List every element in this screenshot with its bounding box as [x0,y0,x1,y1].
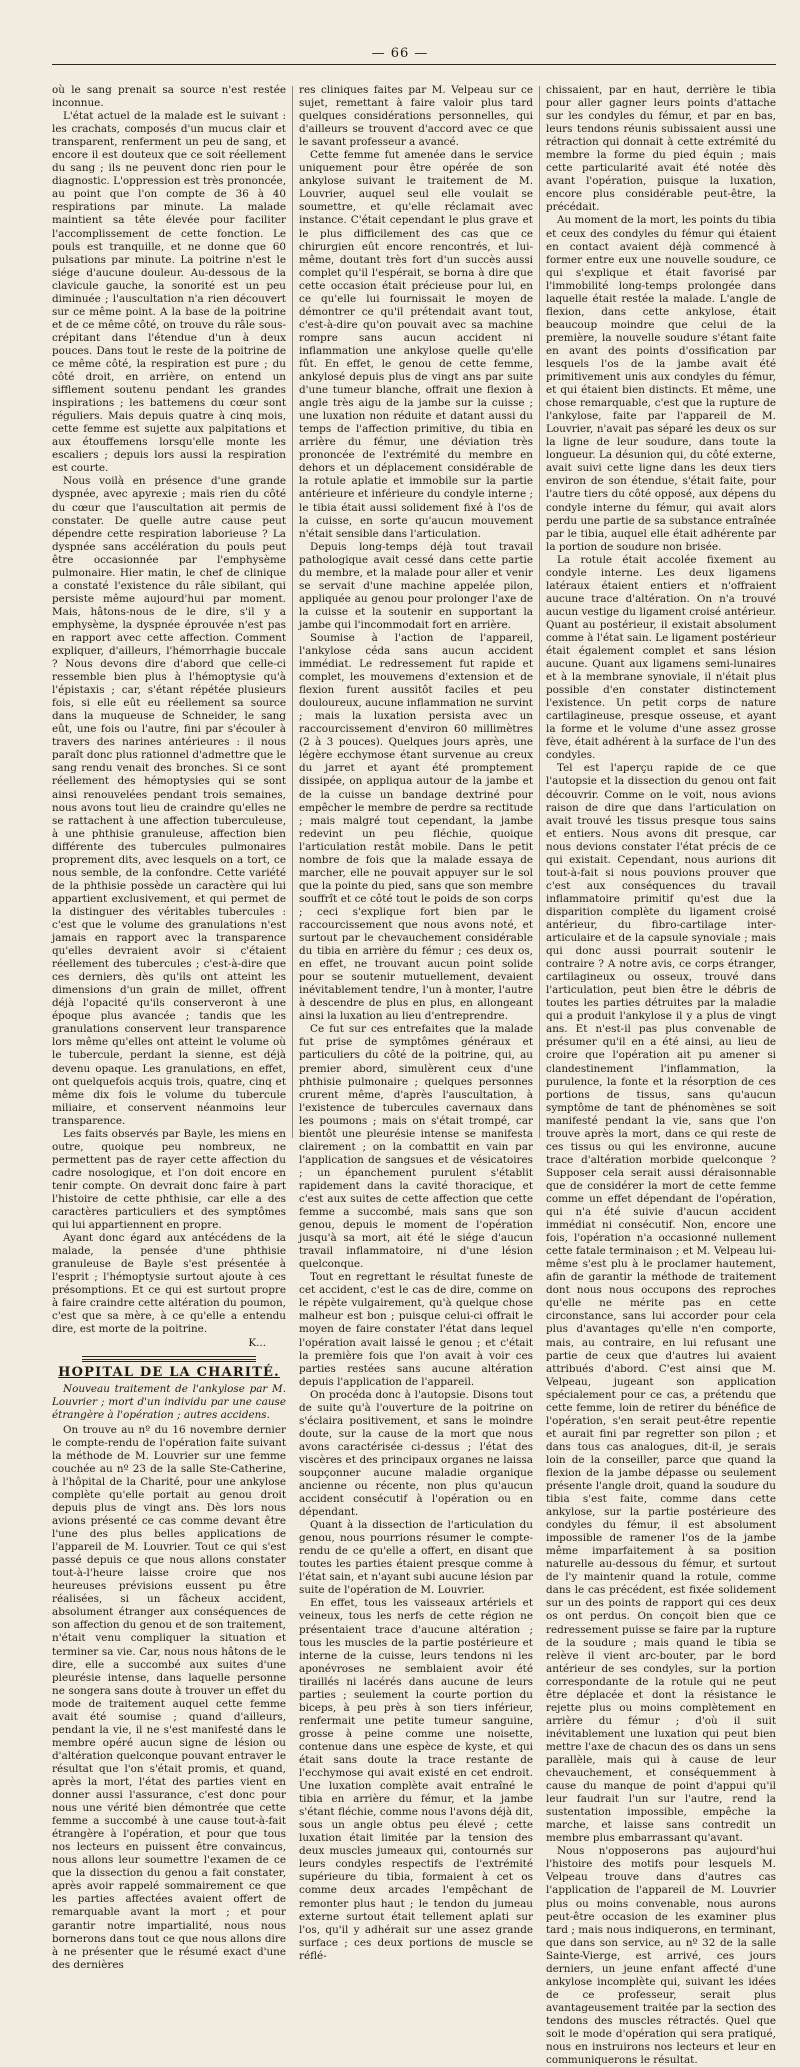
column-2-paragraph: Tout en regrettant le résultat funeste de cet accident, c'est le cas de dire, comme on le répète vulgairement, qu'à quelque chose malheur est bon ; puisque celui-ci offrait le moyen de faire constater l'état dans lequel l'opération avait laissé le genou ; et c'était la première fois que l'on avait à voir ces parties restées sans aucune altération depuis l'application de l'appareil. [299,1271,533,1388]
page-number: — 66 — [371,46,429,61]
column-2-paragraph: Soumise à l'action de l'appareil, l'ankylose céda sans aucun accident immédiat. Le redressement fut rapide et complet, les mouvemens d'extension et de flexion furent aussitôt faciles et peu douloureux, aucune inflammation ne survint ; mais la luxation persista avec un raccourcissement d'environ 60 millimètres (2 à 3 pouces). Quelques jours après, une légère ecchymose étant survenue au creux du jarret et ayant été promptement dissipée, on appliqua autour de la jambe et de la cuisse un bandage dextriné pour empêcher le membre de perdre sa rectitude ; mais malgré tout cependant, la jambe redevint un peu fléchie, quoique l'articulation restât mobile. Dans le petit nombre de fois que la malade essaya de marcher, elle ne pouvait appuyer sur le sol que la pointe du pied, sans que son membre souffrît et ce côté tout le poids de son corps ; ceci s'explique fort bien par le raccourcissement que nous avons noté, et surtout par le chevauchement considérable du tibia en arrière du fémur ; ces deux os, en effet, ne trouvant aucun point solide pour se soutenir mutuellement, devaient inévitablement tendre, l'un à monter, l'autre à descendre de plus en plus, en allongeant ainsi la luxation au lieu d'entreprendre. [299,631,533,1023]
column-1-paragraph: Ayant donc égard aux antécédens de la malade, la pensée d'une phthisie granuleuse de Bayle s'est présentée à l'esprit ; l'hémoptysie surtout ajoute à ces présomptions. Et ce qui est surtout propre à faire craindre cette altération du poumon, c'est que sa mère, à ce qu'elle a entendu dire, est morte de la poitrine. [52,1232,286,1336]
column-1-paragraph: où le sang prenait sa source n'est restée inconnue. [52,84,286,110]
column-3-paragraph: chissaient, par en haut, derrière le tibia pour aller gagner leurs points d'attache sur les condyles du fémur, et par en bas, leurs tendons réunis subissaient aussi une rétraction qui donnait à cette extrémité du membre la forme du pied équin ; mais cette particularité avait été notée dès avant l'opération, puisque la luxation, encore plus considérable peut-être, la précédait. [546,84,776,214]
column-2-paragraph: Ce fut sur ces entrefaites que la malade fut prise de symptômes généraux et particuliers du côté de la poitrine, qui, au premier abord, simulèrent ceux d'une phthisie pulmonaire ; quelques personnes crurent même, d'après l'auscultation, à l'existence de tubercules cavernaux dans les poumons ; mais on s'était trompé, car bientôt une pleurésie intense se manifesta clairement ; on la combattit en vain par l'application de sangsues et de vésicatoires ; un épanchement purulent s'établit rapidement dans la cavité thoracique, et c'est aux suites de cette affection que cette femme a succombé, mais sans que son genou, depuis le moment de l'opération jusqu'à sa mort, ait été le siége d'aucun travail inflammatoire, ni d'une lésion quelconque. [299,1023,533,1271]
column-1 [52,84,286,1971]
column-1-paragraph: Nous voilà en présence d'une grande dyspnée, avec apyrexie ; mais rien du côté du cœur que l'auscultation ait permis de constater. De quelle autre cause peut dépendre cette respiration laborieuse ? La dyspnée sans accélération du pouls peut être occasionnée par l'emphysème pulmonaire. Hier matin, le chef de clinique a constaté l'existence du râle sibilant, qui persiste même aujourd'hui par moment. Mais, hâtons-nous de le dire, s'il y a emphysème, la dyspnée éprouvée n'est pas en rapport avec cette affection. Comment expliquer, d'ailleurs, l'hémorrhagie buccale ? Nous devons dire d'abord que celle-ci ressemble bien plus à l'hémoptysie qu'à l'épistaxis ; car, s'étant répétée plusieurs fois, si elle eût eu réellement sa source dans la muqueuse de Schneider, le sang eût, une fois ou l'autre, fini par s'écouler à travers des narines antérieures : il nous paraît donc plus rationnel d'admettre que le sang rendu venait des bronches. Si ce sont réellement des hémoptysies qui se sont ainsi renouvelées pendant trois semaines, nous avons tout lieu de craindre qu'elles ne se rattachent à une affection tuberculeuse, à une phthisie granuleuse, affection bien différente des tubercules pulmonaires proprement dits, avec lesquels on a tort, ce nous semble, de la confondre. Cette variété de la phthisie possède un caractère qui lui appartient exclusivement, et qui permet de la distinguer des véritables tubercules : c'est que le volume des granulations n'est jamais en rapport avec la transparence qu'elles devraient avoir si c'étaient réellement des tubercules ; c'est-à-dire que ces derniers, dès qu'ils ont atteint les dimensions d'un grain de millet, offrent déjà l'opacité qu'ils conserveront à une époque plus avancée ; tandis que les granulations conservent leur transparence lors même qu'elles ont atteint le volume où le tubercule, perdant la sienne, est déjà devenu opaque. Les granulations, en effet, ont quelquefois acquis trois, quatre, cinq et même dix fois le volume du tubercule miliaire, et conservent néanmoins leur transparence. [52,475,286,1127]
article-subtitle: Nouveau traitement de l'ankylose par M. Louvrier ; mort d'un individu par une cause étrangère à l'opération ; autres accidens. [52,1382,286,1421]
column-divider [539,86,540,1138]
column-2 [299,84,533,1962]
column-1-paragraph: Les faits observés par Bayle, les miens en outre, quoique peu nombreux, ne permettent pas de rayer cette affection du cadre nosologique, et l'on doit encore en tenir compte. On devrait donc faire à part l'histoire de cette phthisie, car elle a des caractères particuliers et des symptômes qui lui appartiennent en propre. [52,1127,286,1232]
column-2-paragraph: Cette femme fut amenée dans le service uniquement pour être opérée de son ankylose suivant le traitement de M. Louvrier, auquel seul elle voulait se soumettre, et qu'elle réclamait avec instance. C'était cependant le plus grave et le plus difficilement des cas que ce chirurgien eût encore rencontrés, et lui-même, doutant très fort d'un succès aussi complet qu'il l'espérait, se borna à dire que cette occasion était précieuse pour lui, en ce qu'elle lui fournissait le moyen de démontrer ce qu'il prétendait avant tout, c'est-à-dire qu'on pouvait avec sa machine rompre sans aucun accident ni inflammation une ankylose quelle qu'elle fût. En effet, le genou de cette femme, ankylosé depuis plus de vingt ans par suite d'une tumeur blanche, offrait une flexion à angle très aigu de la jambe sur la cuisse ; une luxation non réduite et datant aussi du temps de l'affection primitive, du tibia en arrière du fémur, une déviation très prononcée de l'extrémité du membre en dehors et un déplacement considérable de la rotule aplatie et immobile sur la partie antérieure et inférieure du condyle interne ; le tibia était aussi solidement fixé à l'os de la cuisse, en sorte qu'aucun mouvement n'était sensible dans l'articulation. [299,149,533,540]
column-2-paragraph: Depuis long-temps déjà tout travail pathologique avait cessé dans cette partie du membre, et la malade pour aller et venir se servait d'une machine appelée pilon, appliquée au genou pour prolonger l'axe de la cuisse et la soutenir en supportant la jambe qui l'incommodait fort en arrière. [299,540,533,631]
column-divider [292,86,293,1138]
column-1-paragraph: L'état actuel de la malade est le suivant : les crachats, composés d'un mucus clair et transparent, renferment un peu de sang, et encore il est douteux que ce soit réellement du sang ; ils ne peuvent donc rien pour le diagnostic. L'oppression est très prononcée, au point que l'on compte de 36 à 40 respirations par minute. La malade maintient sa tête élevée pour faciliter l'accomplissement de cette fonction. Le pouls est tranquille, et ne donne que 60 pulsations par minute. La poitrine n'est le siége d'aucune douleur. Au-dessous de la clavicule gauche, la sonorité est un peu diminuée ; l'auscultation n'a rien découvert sur ce même point. A la base de la poitrine et de ce même côté, on trouve du râle sous-crépitant dans l'étendue d'un à deux pouces. Dans tout le reste de la poitrine de ce même côté, la respiration est pure ; du côté droit, en arrière, on entend un sifflement soutenu pendant les grandes inspirations ; les battemens du cœur sont réguliers. Mais depuis quatre à cinq mois, cette femme est sujette aux palpitations et aux étouffemens lorsqu'elle monte les escaliers ; depuis lors aussi la respiration est courte. [52,110,286,475]
column-3-paragraph: Tel est l'aperçu rapide de ce que l'autopsie et la dissection du genou ont fait découvrir. Comme on le voit, nous avions raison de dire que dans l'articulation on avait trouvé les tissus presque tous sains et entiers. Nous avons dit presque, car nous devions constater l'état précis de ce qui existait. Cependant, nous aurions dit tout-à-fait si nous pouvions prouver que c'est aux conséquences du travail inflammatoire primitif qu'est due la disparition complète du ligament croisé antérieur, du fibro-cartilage inter-articulaire et de la capsule synoviale ; mais qui donc aussi pourrait soutenir le contraire ? A notre avis, ce corps étranger, cartilagineux ou osseux, trouvé dans l'articulation, peut bien être le débris de toutes les parties détruites par la maladie qui a produit l'ankylose il y a plus de vingt ans. Et n'est-il pas plus convenable de présumer qu'il en a été ainsi, au lieu de croire que l'opération ait pu amener si clandestinement l'inflammation, la purulence, la fonte et la résorption de ces portions de tissus, sans qu'aucun symptôme de tant de phénomènes se soit manifesté pendant la vie, sans que l'on trouve après la mort, dans ce qui reste de ces tissus ou qui les environne, aucune trace d'altération morbide quelconque ? Supposer cela serait aussi déraisonnable que de considérer la mort de cette femme comme un effet dépendant de l'opération, qui n'a été suivie d'aucun accident immédiat ni consécutif. Non, encore une fois, l'opération n'a occasionné nullement cette fatale terminaison ; et M. Velpeau lui-même s'est plu à le proclamer hautement, afin de garantir la méthode de traitement dont nous nous occupons des reproches qu'elle ne mérite pas en cette circonstance, sans lui accorder pour cela plus d'avantages qu'elle n'en comporte, mais, au contraire, en lui refusant une partie de ceux que d'autres lui avaient attribués d'abord. C'est ainsi que M. Velpeau, jugeant son application spécialement pour ce cas, a prétendu que cette femme, loin de retirer du bénéfice de l'opération, s'en serait peut-être repentie et aurait fini par regretter son pilon ; et dans tous cas analogues, dit-il, je serais loin de la conseiller, parce que quand la flexion de la jambe dépasse ou seulement présente l'angle droit, quand la soudure du tibia s'est faite, comme dans cette ankylose, sur la partie postérieure des condyles du fémur, il est absolument impossible de ramener l'os de la jambe même imparfaitement à sa position naturelle au-dessous du fémur, et surtout de l'y maintenir quand la rotule, comme dans le cas précédent, est fixée solidement sur un des points de rapport qui ces deux os ont perdus. On conçoit bien que ce redressement puisse se faire par la rupture de la soudure ; mais quand le tibia se relève il vient arc-bouter, par le bord antérieur de ses condyles, sur la portion correspondante de la rotule qui ne peut être déplacée et dont la résistance le rejette plus ou moins complètement en arrière du fémur ; d'où il suit inévitablement une luxation qui peut bien mettre l'axe de chacun des os dans un sens parallèle, mais qui à cause de leur chevauchement, et conséquemment à cause du manque de point d'appui qu'il leur faudrait l'un sur l'autre, rend la sustentation impossible, empêche la marche, et laisse sans contredit un membre plus embarrassant qu'avant. [546,762,776,1845]
column-3-paragraph: Au moment de la mort, les points du tibia et ceux des condyles du fémur qui étaient en contact avaient déjà commencé à former entre eux une nouvelle soudure, ce qui s'explique et était favorisé par l'immobilité long-temps prolongée dans laquelle était restée la malade. L'angle de flexion, dans cette ankylose, était beaucoup moindre que celui de la première, la nouvelle soudure s'étant faite en avant des points d'ossification par lesquels l'os de la jambe avait été primitivement unis aux condyles du fémur, et qui étaient bien distincts. Et même, une chose remarquable, c'est que la rupture de l'ankylose, faite par l'appareil de M. Louvrier, n'avait pas séparé les deux os sur la ligne de leur soudure, dans toute la longueur. La désunion qui, du côté externe, avait suivi cette ligne dans les deux tiers environ de son étendue, s'était faite, pour l'autre tiers du côté opposé, aux dépens du condyle interne du fémur, qui avait alors perdu une partie de sa substance entraînée par le tibia, auquel elle était adhérente par la portion de soudure non brisée. [546,214,776,553]
column-3-paragraph: La rotule était accolée fixement au condyle interne. Les deux ligamens latéraux étaient entiers et n'offraient aucune trace d'altération. On n'a trouvé aucun vestige du ligament croisé antérieur. Quant au postérieur, il existait absolument comme à l'état sain. Le ligament postérieur était également complet et sans lésion aucune. Quant aux ligamens semi-lunaires et à la membrane synoviale, il n'était plus possible d'en constater distinctement l'existence. Un petit corps de nature cartilagineuse, presque osseuse, et ayant la forme et le volume d'une assez grosse fève, était adhérent à la surface de l'un des condyles. [546,553,776,762]
column-3-paragraph: Nous n'opposerons pas aujourd'hui l'histoire des motifs pour lesquels M. Velpeau trouve dans d'autres cas l'application de l'appareil de M. Louvrier plus ou moins convenable, nous aurons peut-être occasion de les examiner plus tard ; mais nous indiquerons, en terminant, que dans son service, au nº 32 de la salle Sainte-Vierge, est arrivé, ces jours derniers, un jeune enfant affecté d'une ankylose incomplète qui, suivant les idées de ce professeur, serait plus avantageusement traitée par la section des tendons des muscles rétractés. Quel que soit le mode d'opération qui sera pratiqué, nous en instruirons nos lecteurs et leur en communiquerons le résultat. [546,1845,776,2067]
column-2-paragraph: On procéda donc à l'autopsie. Disons tout de suite qu'à l'ouverture de la poitrine on s'éclaira positivement, et sans le moindre doute, sur la cause de la mort que nous avons caractérisée ci-dessus ; l'état des viscères et des principaux organes ne laissa soupçonner aucune maladie organique ancienne ou récente, non plus qu'aucun accident consécutif à l'opération ou en dépendant. [299,1388,533,1519]
article-signature: K... [248,1336,266,1349]
column-2-paragraph: En effet, tous les vaisseaux artériels et veineux, tous les nerfs de cette région ne présentaient trace d'aucune altération ; tous les muscles de la partie postérieure et interne de la cuisse, leurs tendons ni les aponévroses ne semblaient avoir été tiraillés ni lacérés dans aucune de leurs parties ; seulement la courte portion du biceps, à peu près à son tiers inférieur, renfermait une petite tumeur sanguine, grosse à peine comme une noisette, contenue dans une espèce de kyste, et qui était sans doute la trace restante de l'ecchymose qui avait existé en cet endroit. Une luxation complète avait entraîné le tibia en arrière du fémur, et la jambe s'étant fléchie, comme nous l'avons déjà dit, sous un angle obtus peu élevé ; cette luxation était limitée par la tension des deux muscles jumeaux qui, contournés sur leurs condyles respectifs de l'extrémité supérieure du tibia, formaient à cet os comme deux arcades l'empêchant de remonter plus haut ; le tendon du jumeau externe surtout était tellement aplati sur l'os, qu'il y adhérait sur une assez grande surface ; ces deux portions de muscle se réflé- [299,1597,533,1962]
section-divider-double [82,1359,256,1362]
column-1-paragraph: On trouve au nº du 16 novembre dernier le compte-rendu de l'opération faite suivant la méthode de M. Louvrier sur une femme couchée au nº 23 de la salle Ste-Catherine, à l'hôpital de la Charité, pour une ankylose complète qu'elle portait au genou droit depuis plus de vingt ans. Dès lors nous avions présenté ce cas comme devant être l'une des plus belles applications de l'appareil de M. Louvrier. Tout ce qui s'est passé depuis ce que nous allons constater tout-à-l'heure laisse croire que nos heureuses prévisions eussent pu être réalisées, si un fâcheux accident, absolument étranger aux conséquences de son affection du genou et de son traitement, n'était venu compliquer la situation et terminer sa vie. Car, nous nous hâtons de le dire, elle a succombé aux suites d'une pleurésie intense, dans laquelle personne ne songera sans doute à trouver un effet du mode de traitement auquel cette femme avait été soumise ; quand d'ailleurs, pendant la vie, il ne s'est manifesté dans le membre opéré aucun signe de lésion ou d'altération quelconque pouvant entraver le résultat que l'on s'était promis, et quand, après la mort, l'état des parties vient en donner aussi l'assurance, c'est donc pour nous une vérité bien démontrée que cette femme a succombé à une cause tout-à-fait étrangère à l'opération, et pour que tous nos lecteurs en puissent être convaincus, nous allons leur soumettre l'examen de ce que la dissection du genou a fait constater, après avoir rappelé sommairement ce que les parties affectées avaient offert de remarquable avant la mort ; et pour garantir notre impartialité, nous nous bornerons dans tout ce que nous allons dire à ne présenter que le résumé exact d'une des dernières [52,1423,286,1971]
column-3 [546,84,776,2067]
header-rule [52,64,776,65]
column-2-paragraph: res cliniques faites par M. Velpeau sur ce sujet, remettant à faire valoir plus tard quelques considérations personnelles, qui d'ailleurs se trouvent d'accord avec ce que le savant professeur a avancé. [299,84,533,149]
section-heading: HOPITAL DE LA CHARITÉ. [58,1364,280,1380]
column-2-paragraph: Quant à la dissection de l'articulation du genou, nous pourrions résumer le compte-rendu de ce qu'elle a offert, en disant que toutes les parties étaient presque comme à l'état sain, et n'ayant subi aucune lésion par suite de l'opération de M. Louvrier. [299,1519,533,1597]
section-divider [82,1356,256,1357]
text-columns [52,84,776,2067]
